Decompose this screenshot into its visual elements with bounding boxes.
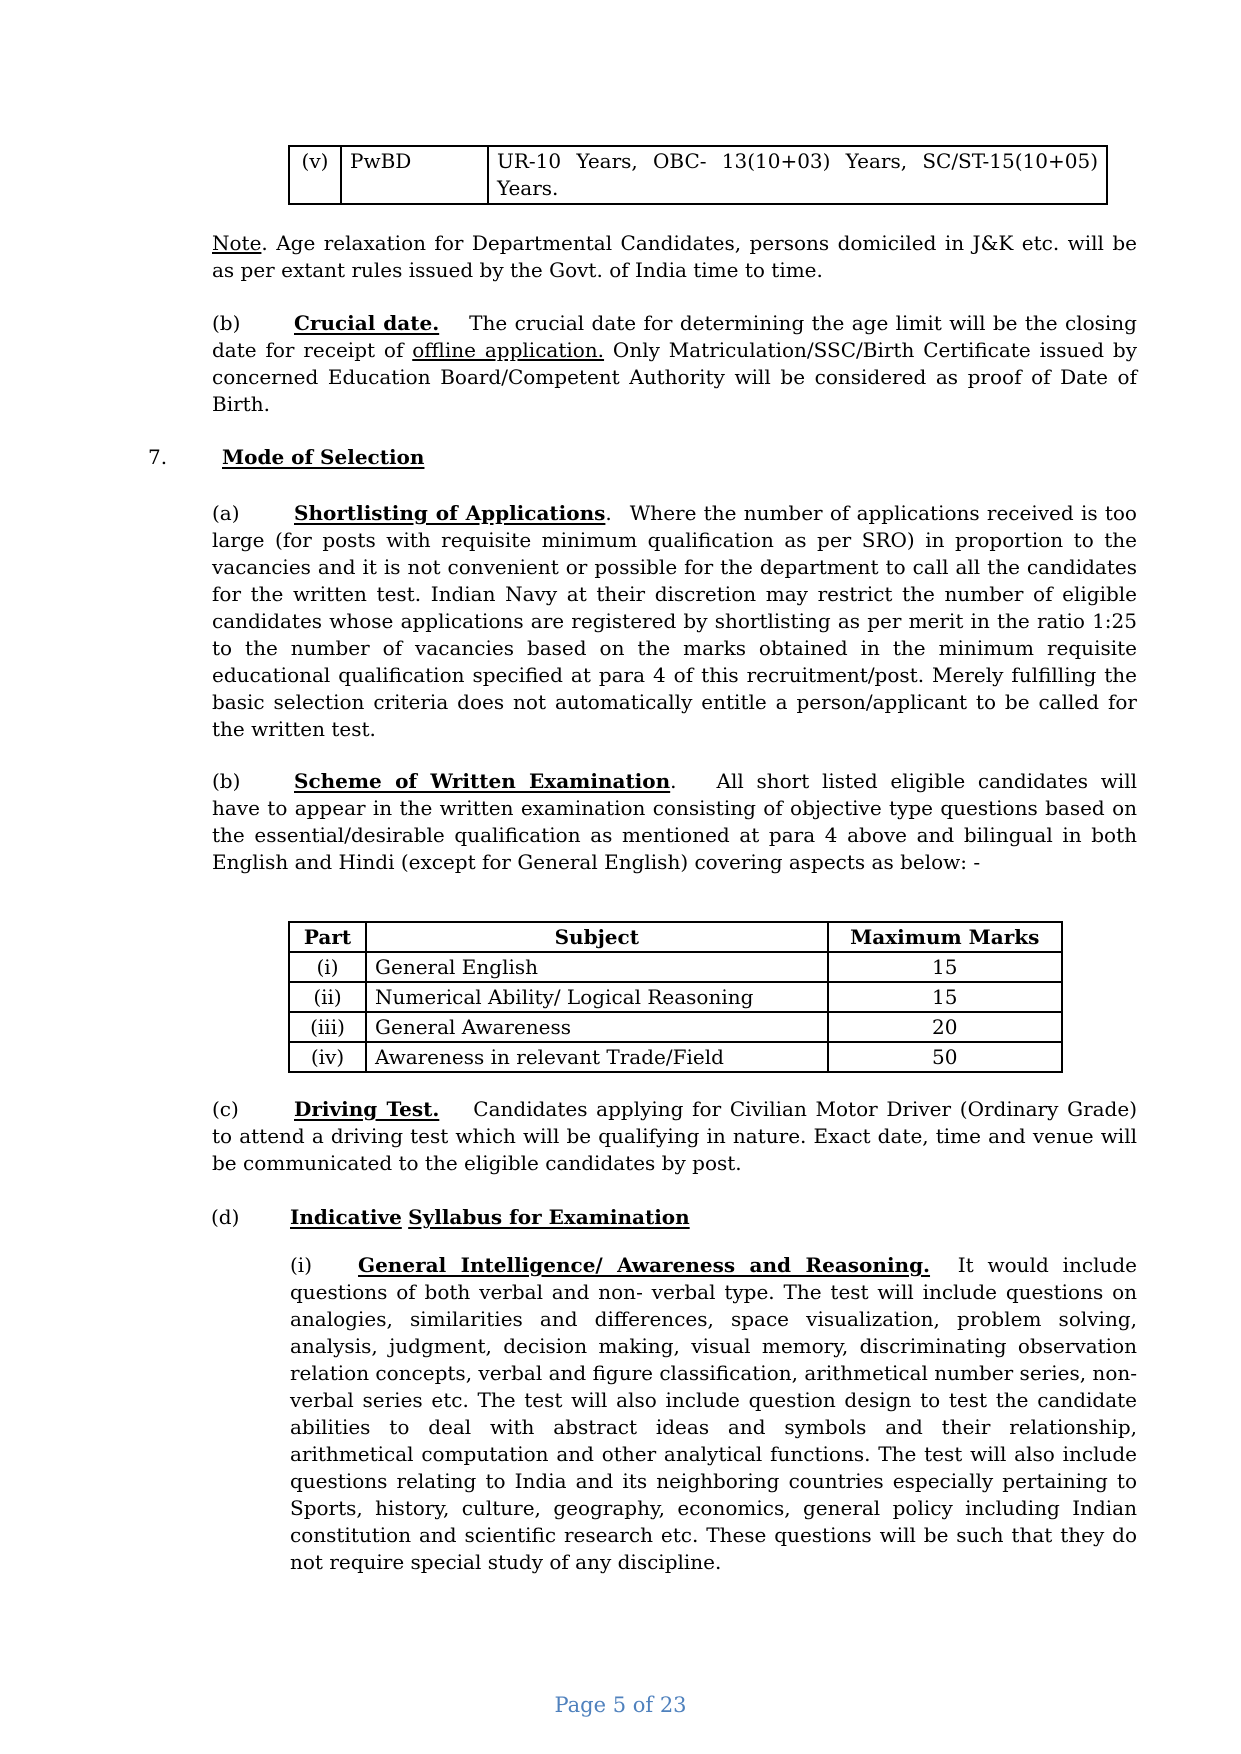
driving-test-heading: Driving Test. [294,1097,440,1121]
crucial-date-paragraph [212,310,1137,418]
section-number: 7. [148,445,168,469]
cell-subject: Awareness in relevant Trade/Field [366,1042,827,1072]
cell-part: (iv) [289,1042,366,1072]
table-row [289,952,1062,982]
scheme-heading-suffix: . [670,769,677,793]
section-7-heading [148,444,424,471]
syllabus-heading [211,1204,690,1231]
marks-table-header-row [289,922,1062,952]
cell-subject: General Awareness [366,1012,827,1042]
syllabus-heading-part-1: Indicative [290,1205,402,1229]
paragraph-label: (i) [290,1253,313,1277]
paragraph-label: (a) [212,501,240,525]
cell-subject: General English [366,952,827,982]
note-text: . Age relaxation for Departmental Candidates, persons domiciled in J&K etc. will be as per extant rules issued by the Govt. of India time to time. [212,231,1137,282]
shortlisting-heading-suffix: . [605,501,612,525]
header-subject: Subject [366,922,827,952]
note-label: Note [212,231,262,255]
scheme-heading: Scheme of Written Examination [294,769,671,793]
section-title: Mode of Selection [222,445,425,469]
table-row [289,982,1062,1012]
cell-marks: 20 [828,1012,1062,1042]
crucial-date-body-1: The crucial date for determining the age limit will be the closing date for receipt of [212,311,1137,362]
cell-part: (i) [289,952,366,982]
shortlisting-heading: Shortlisting of Applications [294,501,606,525]
driving-test-paragraph [212,1096,1137,1177]
paragraph-label: (b) [212,311,241,335]
cell-marks: 15 [828,982,1062,1012]
general-intelligence-paragraph [290,1252,1137,1576]
note-paragraph [212,230,1137,284]
table-row [289,146,1107,204]
cell-part: (ii) [289,982,366,1012]
crucial-date-body-2: Only Matriculation/SSC/Birth Certificate issued by concerned Education Board/Competent Authority will be considered as proof of Date of Birth. [212,338,1137,416]
cell-subject: Numerical Ability/ Logical Reasoning [366,982,827,1012]
footer-page-number: Page 5 of 23 [554,1693,687,1717]
age-row-category: PwBD [341,146,488,204]
marks-table [288,921,1063,1073]
age-row-serial: (v) [289,146,341,204]
age-relaxation-table [288,145,1108,205]
shortlisting-body: Where the number of applications received is too large (for posts with requisite minimum qualification as per SRO) in proportion to the vacancies and it is not convenient or possible for the department to call all the candidates for the written test. Indian Navy at their discretion may restrict the number of eligible candidates whose applications are registered by shortlisting as per merit in the ratio 1:25 to the number of vacancies based on the marks obtained in the minimum requisite educational qualification specified at para 4 of this recruitment/post. Merely fulfilling the basic selection criteria does not automatically entitle a person/applicant to be called for the written test. [212,501,1137,741]
header-part: Part [289,922,366,952]
cell-marks: 15 [828,952,1062,982]
table-row [289,1012,1062,1042]
syllabus-heading-part-2: Syllabus for Examination [408,1205,690,1229]
cell-part: (iii) [289,1012,366,1042]
shortlisting-paragraph [212,500,1137,743]
word-space [930,1253,958,1277]
general-intelligence-body: It would include questions of both verbal and non- verbal type. The test will include questions on analogies, similarities and differences, space visualization, problem solving, analysis, judgment, decision making, visual memory, discriminating observation relation concepts, verbal and figure classification, arithmetical number series, non-verbal series etc. The test will also include question design to test the candidate abilities to deal with abstract ideas and symbols and their relationship, arithmetical computation and other analytical functions. The test will also include questions relating to India and its neighboring countries especially pertaining to Sports, history, culture, geography, economics, general policy including Indian constitution and scientific research etc. These questions will be such that they do not require special study of any discipline. [290,1253,1137,1574]
header-maximum-marks: Maximum Marks [828,922,1062,952]
general-intelligence-heading: General Intelligence/ Awareness and Reasoning. [358,1253,931,1277]
table-row [289,1042,1062,1072]
paragraph-label: (b) [212,769,241,793]
scheme-body: All short listed eligible candidates will have to appear in the written examination consisting of objective type questions based on the essential/desirable qualification as mentioned at para 4 above and bilingual in both English and Hindi (except for General English) covering aspects as below: - [212,769,1137,874]
paragraph-label: (c) [212,1097,239,1121]
crucial-date-heading: Crucial date. [294,311,440,335]
scheme-paragraph [212,768,1137,876]
cell-marks: 50 [828,1042,1062,1072]
offline-application-underlined: offline application. [412,338,605,362]
driving-test-body: Candidates applying for Civilian Motor Driver (Ordinary Grade) to attend a driving test which will be qualifying in nature. Exact date, time and venue will be communicated to the eligible candidates by post. [212,1097,1137,1175]
age-row-relaxation: UR-10 Years, OBC- 13(10+03) Years, SC/ST-15(10+05) Years. [488,146,1107,204]
paragraph-label: (d) [211,1205,240,1229]
